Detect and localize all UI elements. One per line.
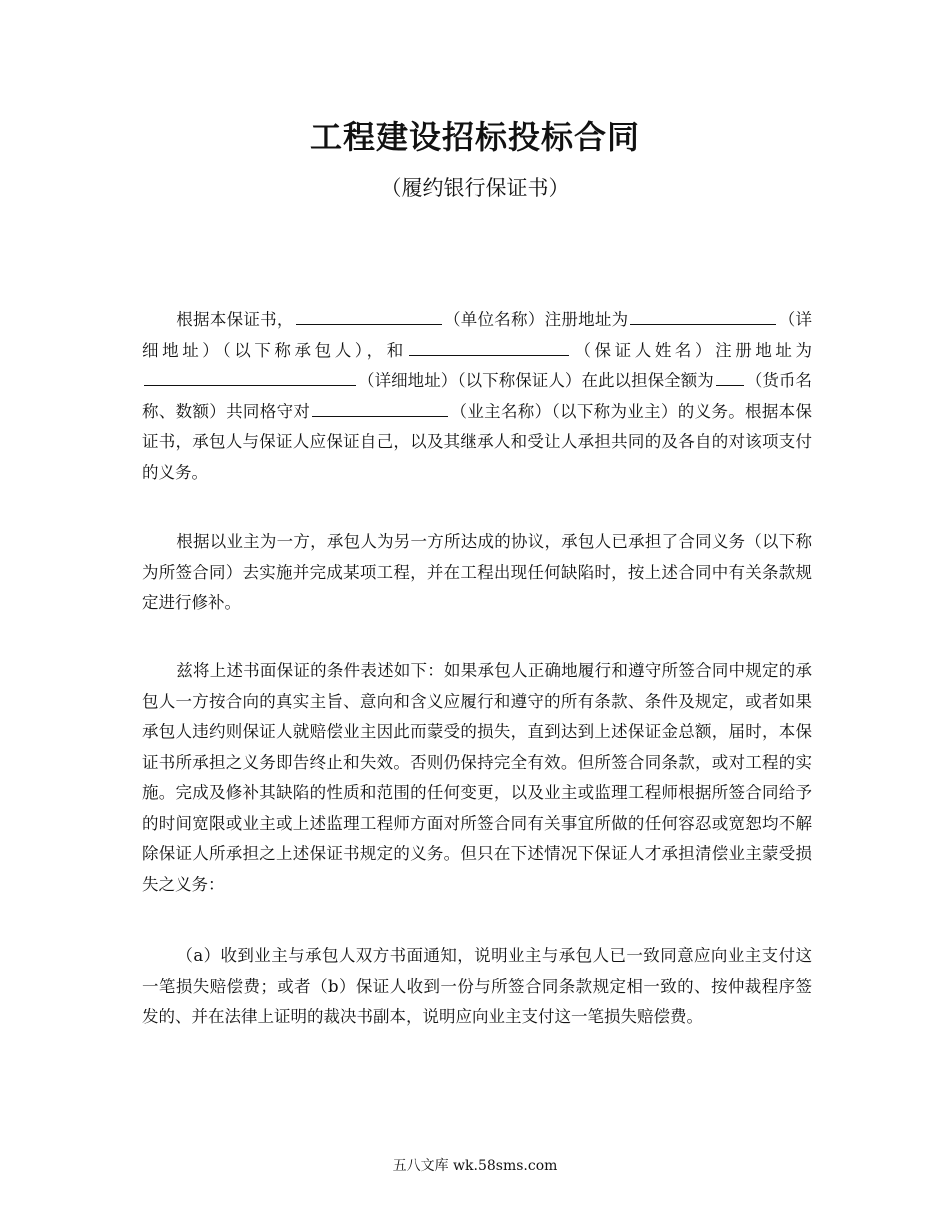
- paragraph-4-text: （a）收到业主与承包人双方书面通知，说明业主与承包人已一致同意应向业主支付这一笔损失赔偿费；或者（b）保证人收到一份与所签合同条款规定相一致的、按仲裁程序签发的、并在法律上证明的裁决书副本，说明应向业主支付这一笔损失赔偿费。: [142, 946, 812, 1026]
- paragraph-2-text: 根据以业主为一方，承包人为另一方所达成的协议，承包人已承担了合同义务（以下称为所签合同）去实施并完成某项工程，并在工程出现任何缺陷时，按上述合同中有关条款规定进行修补。: [142, 532, 812, 612]
- p1-segment-6: （货币名称、数额）共同格守对: [142, 371, 813, 421]
- p1-segment-1: 根据本保证书，: [176, 310, 294, 329]
- blank-guarantor-address[interactable]: [144, 369, 356, 386]
- p1-segment-4: （保证人姓名）注册地址为: [570, 340, 813, 360]
- blank-unit-name[interactable]: [296, 308, 442, 325]
- blank-owner-name[interactable]: [312, 400, 448, 417]
- document-subtitle: （履约银行保证书）: [380, 176, 570, 200]
- p1-segment-2: （单位名称）注册地址为: [443, 310, 629, 329]
- p1-segment-3: （详细地址）（以下称承包人），和: [142, 310, 813, 360]
- paragraph-3-text: 兹将上述书面保证的条件表述如下：如果承包人正确地履行和遵守所签合同中规定的承包人一方按合向的真实主旨、意向和含义应履行和遵守的所有条款、条件及规定，或者如果承包人违约则保证人就赔偿业主因此而蒙受的损失，直到达到上述保证金总额，届时，本保证书所承担之义务即告终止和失效。否则仍保持完全有效。但所签合同条款，或对工程的实施。完成及修补其缺陷的性质和范围的任何变更，以及业主或监理工程师根据所签合同给予的时间宽限或业主或上述监理工程师方面对所签合同有关事宜所做的任何容忍或宽恕均不解除保证人所承担之上述保证书规定的义务。但只在下述情况下保证人才承担清偿业主蒙受损失之义务：: [142, 661, 812, 894]
- paragraph-contract-basis: [142, 527, 812, 619]
- blank-guarantor-name[interactable]: [409, 339, 569, 356]
- footer-watermark: 五八文库 wk.58sms.com: [392, 1158, 558, 1174]
- p1-segment-5: （详细地址）（以下称保证人）在此以担保全额为: [358, 371, 714, 390]
- blank-guarantee-amount[interactable]: [716, 369, 744, 386]
- document-title: 工程建设招标投标合同: [309, 118, 640, 156]
- paragraph-claim-cases: [142, 941, 812, 1033]
- paragraph-guarantee-parties: [142, 305, 812, 488]
- p1-segment-7: （业主名称）（以下称为业主）的义务。根据本保证书，承包人与保证人应保证自己，以及其继承人和受让人承担共同的及各自的对该项支付的义务。: [142, 401, 812, 482]
- paragraph-conditions: [142, 656, 812, 900]
- blank-registered-address[interactable]: [630, 308, 776, 325]
